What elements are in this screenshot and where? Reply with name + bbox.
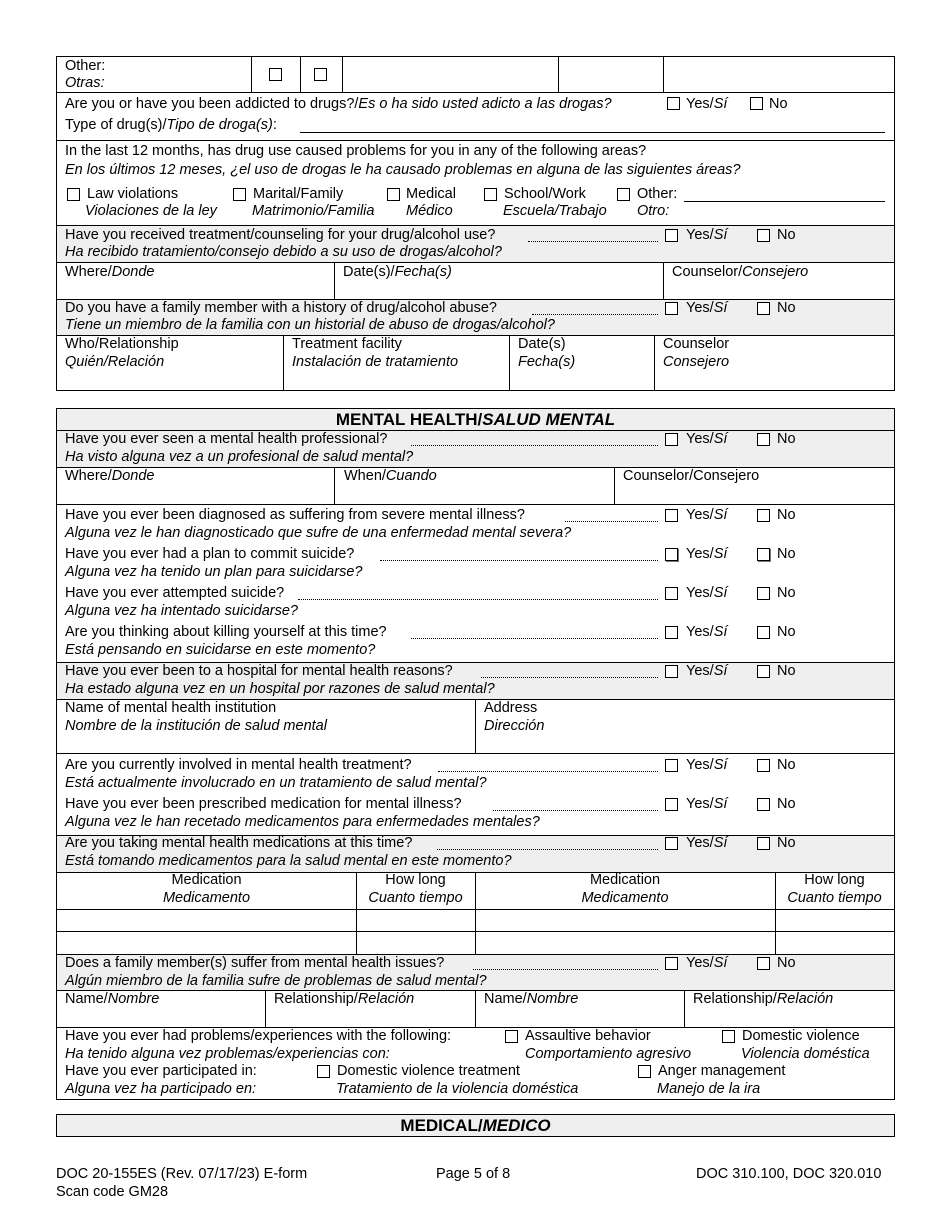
- other-label: Other:: [65, 58, 106, 74]
- addicted-question: Are you or have you been addicted to drugs?/Es o ha sido usted adicto a las drogas?: [65, 96, 612, 112]
- mh-when-label: When/Cuando: [344, 468, 437, 484]
- family-mh-no-checkbox[interactable]: [757, 957, 770, 970]
- marital-label-es: Matrimonio/Familia: [252, 203, 375, 219]
- taking-no-label: No: [777, 835, 796, 851]
- diag-yes-label: Yes/Sí: [686, 507, 728, 523]
- thinking-no-checkbox[interactable]: [757, 626, 770, 639]
- family-mh-yes-label: Yes/Sí: [686, 955, 728, 971]
- area-other-field[interactable]: [684, 201, 885, 202]
- prescribed-question: Have you ever been prescribed medication for mental illness?: [65, 796, 462, 812]
- mh-counselor-label: Counselor/Consejero: [623, 468, 760, 484]
- family-drug-question: Do you have a family member with a history of drug/alcohol abuse?: [65, 300, 497, 316]
- other-checkbox-1[interactable]: [269, 68, 282, 81]
- participated-question-es: Alguna vez ha participado en:: [65, 1081, 257, 1097]
- diag-no-label: No: [777, 507, 796, 523]
- dvt-label: Domestic violence treatment: [337, 1063, 520, 1079]
- experiences-question: Have you ever had problems/experiences with the following:: [65, 1028, 452, 1044]
- relationship-label-1: Relationship/Relación: [274, 991, 415, 1007]
- institution-label-es: Nombre de la institución de salud mental: [65, 718, 327, 734]
- other-field-2[interactable]: [560, 58, 661, 91]
- mh-where-label: Where/Donde: [65, 468, 155, 484]
- treatment-yes-label: Yes/Sí: [686, 227, 728, 243]
- dv-checkbox[interactable]: [722, 1030, 735, 1043]
- school-label: School/Work: [504, 186, 586, 202]
- other-field-1[interactable]: [344, 58, 556, 91]
- assault-label-es: Comportamiento agresivo: [525, 1046, 692, 1062]
- name-label-1: Name/Nombre: [65, 991, 160, 1007]
- med-col-2-header: Medication: [589, 872, 661, 888]
- law-label-es: Violaciones de la ley: [85, 203, 217, 219]
- name-label-2: Name/Nombre: [484, 991, 579, 1007]
- current-question: Are you currently involved in mental health treatment?: [65, 757, 412, 773]
- prescribed-yes-checkbox[interactable]: [665, 798, 678, 811]
- dv-label: Domestic violence: [742, 1028, 860, 1044]
- med-col-2-header-es: Medicamento: [581, 890, 669, 906]
- attempt-yes-checkbox[interactable]: [665, 587, 678, 600]
- family-mh-yes-checkbox[interactable]: [665, 957, 678, 970]
- dvt-label-es: Tratamiento de la violencia doméstica: [336, 1081, 579, 1097]
- howlong-col-2-header: How long: [804, 872, 865, 888]
- marital-checkbox[interactable]: [233, 188, 246, 201]
- current-no-label: No: [777, 757, 796, 773]
- diag-question: Have you ever been diagnosed as suffering from severe mental illness?: [65, 507, 525, 523]
- med-col-1-header: Medication: [171, 872, 242, 888]
- hospital-question-es: Ha estado alguna vez en un hospital por razones de salud mental?: [65, 681, 495, 697]
- current-yes-checkbox[interactable]: [665, 759, 678, 772]
- attempt-no-label: No: [777, 585, 796, 601]
- where-label: Where/Donde: [65, 264, 155, 280]
- problems-question-es: En los últimos 12 meses, ¿el uso de drogas le ha causado problemas en alguna de las siguientes áreas?: [65, 162, 741, 178]
- taking-yes-label: Yes/Sí: [686, 835, 728, 851]
- med-row-1[interactable]: [57, 910, 894, 931]
- family-drug-yes-label: Yes/Sí: [686, 300, 728, 316]
- thinking-no-label: No: [777, 624, 796, 640]
- other-label-es: Otras:: [65, 75, 105, 91]
- thinking-yes-label: Yes/Sí: [686, 624, 728, 640]
- howlong-col-1-header: How long: [385, 872, 446, 888]
- footer-scan-code: Scan code GM28: [56, 1184, 169, 1200]
- area-other-label: Other:: [637, 186, 678, 202]
- seen-no-checkbox[interactable]: [757, 433, 770, 446]
- addicted-yes-label: Yes/Sí: [686, 96, 728, 112]
- dv-label-es: Violencia doméstica: [741, 1046, 870, 1062]
- diag-question-es: Alguna vez le han diagnosticado que sufre de una enfermedad mental severa?: [65, 525, 572, 541]
- treatment-question: Have you received treatment/counseling for your drug/alcohol use?: [65, 227, 496, 243]
- who-label-es: Quién/Relación: [65, 354, 165, 370]
- counselor2-label: Counselor: [663, 336, 730, 352]
- medical-label: Medical: [406, 186, 456, 202]
- mental-health-title: MENTAL HEALTH/SALUD MENTAL: [335, 410, 616, 429]
- taking-question: Are you taking mental health medications at this time?: [65, 835, 413, 851]
- taking-question-es: Está tomando medicamentos para la salud mental en este momento?: [65, 853, 512, 869]
- family-drug-question-es: Tiene un miembro de la familia con un historial de abuso de drogas/alcohol?: [65, 317, 555, 333]
- footer-page-number: Page 5 of 8: [436, 1166, 511, 1182]
- dvt-checkbox[interactable]: [317, 1065, 330, 1078]
- drug-type-label: Type of drug(s)/Tipo de droga(s):: [65, 117, 277, 133]
- diag-yes-checkbox[interactable]: [665, 509, 678, 522]
- family-mh-question: Does a family member(s) suffer from mental health issues?: [65, 955, 445, 971]
- current-question-es: Está actualmente involucrado en un tratamiento de salud mental?: [65, 775, 487, 791]
- facility-label-es: Instalación de tratamiento: [292, 354, 459, 370]
- seen-yes-checkbox[interactable]: [665, 433, 678, 446]
- medical-title: MEDICAL/MEDICO: [400, 1116, 551, 1135]
- howlong-col-2-header-es: Cuanto tiempo: [787, 890, 882, 906]
- hospital-question: Have you ever been to a hospital for mental health reasons?: [65, 663, 453, 679]
- treatment-no-label: No: [777, 227, 796, 243]
- seen-question: Have you ever seen a mental health professional?: [65, 431, 388, 447]
- addicted-no-checkbox[interactable]: [750, 97, 763, 110]
- other-field-3[interactable]: [665, 58, 893, 91]
- experiences-question-es: Ha tenido alguna vez problemas/experiencias con:: [65, 1046, 390, 1062]
- family-drug-yes-checkbox[interactable]: [665, 302, 678, 315]
- participated-question: Have you ever participated in:: [65, 1063, 257, 1079]
- seen-question-es: Ha visto alguna vez a un profesional de salud mental?: [65, 449, 414, 465]
- relationship-label-2: Relationship/Relación: [693, 991, 834, 1007]
- institution-label: Name of mental health institution: [65, 700, 277, 716]
- taking-no-checkbox[interactable]: [757, 837, 770, 850]
- attempt-yes-label: Yes/Sí: [686, 585, 728, 601]
- dates2-label-es: Fecha(s): [518, 354, 576, 370]
- drug-type-field[interactable]: [300, 132, 885, 133]
- med-col-1-header-es: Medicamento: [162, 890, 251, 906]
- howlong-col-1-header-es: Cuanto tiempo: [368, 890, 463, 906]
- who-label: Who/Relationship: [65, 336, 179, 352]
- dates-label: Date(s)/Fecha(s): [343, 264, 452, 280]
- family-drug-no-checkbox[interactable]: [757, 302, 770, 315]
- attempt-question-es: Alguna vez ha intentado suicidarse?: [65, 603, 298, 619]
- counselor2-label-es: Consejero: [663, 354, 730, 370]
- hospital-no-checkbox[interactable]: [757, 665, 770, 678]
- medical-label-es: Médico: [406, 203, 453, 219]
- plan-no-checkbox[interactable]: [757, 548, 770, 561]
- address-label-es: Dirección: [484, 718, 545, 734]
- facility-label: Treatment facility: [292, 336, 402, 352]
- plan-no-label: No: [777, 546, 796, 562]
- attempt-no-checkbox[interactable]: [757, 587, 770, 600]
- current-yes-label: Yes/Sí: [686, 757, 728, 773]
- attempt-question: Have you ever attempted suicide?: [65, 585, 285, 601]
- dates2-label: Date(s): [518, 336, 566, 352]
- footer-form-id: DOC 20-155ES (Rev. 07/17/23) E-form: [56, 1166, 308, 1182]
- seen-no-label: No: [777, 431, 796, 447]
- law-label: Law violations: [87, 186, 179, 202]
- prescribed-no-checkbox[interactable]: [757, 798, 770, 811]
- problems-question: In the last 12 months, has drug use caused problems for you in any of the following areas?: [65, 143, 647, 159]
- footer-doc-refs: DOC 310.100, DOC 320.010: [696, 1166, 882, 1182]
- hospital-yes-label: Yes/Sí: [686, 663, 728, 679]
- family-mh-question-es: Algún miembro de la familia sufre de problemas de salud mental?: [65, 973, 487, 989]
- law-checkbox[interactable]: [67, 188, 80, 201]
- thinking-question: Are you thinking about killing yourself at this time?: [65, 624, 387, 640]
- treatment-yes-checkbox[interactable]: [665, 229, 678, 242]
- current-no-checkbox[interactable]: [757, 759, 770, 772]
- plan-question-es: Alguna vez ha tenido un plan para suicidarse?: [65, 564, 363, 580]
- prescribed-question-es: Alguna vez le han recetado medicamentos para enfermedades mentales?: [65, 814, 540, 830]
- anger-label: Anger management: [658, 1063, 786, 1079]
- address-label: Address: [484, 700, 538, 716]
- family-drug-no-label: No: [777, 300, 796, 316]
- school-label-es: Escuela/Trabajo: [503, 203, 607, 219]
- treatment-question-es: Ha recibido tratamiento/consejo debido a su uso de drogas/alcohol?: [65, 244, 502, 260]
- plan-yes-checkbox[interactable]: [665, 548, 678, 561]
- anger-checkbox[interactable]: [638, 1065, 651, 1078]
- assault-label: Assaultive behavior: [525, 1028, 651, 1044]
- prescribed-no-label: No: [777, 796, 796, 812]
- treatment-no-checkbox[interactable]: [757, 229, 770, 242]
- med-row-2[interactable]: [57, 932, 894, 953]
- addicted-yes-checkbox[interactable]: [667, 97, 680, 110]
- area-other-checkbox[interactable]: [617, 188, 630, 201]
- school-checkbox[interactable]: [484, 188, 497, 201]
- addicted-no-label: No: [769, 96, 788, 112]
- plan-question: Have you ever had a plan to commit suicide?: [65, 546, 355, 562]
- hospital-no-label: No: [777, 663, 796, 679]
- taking-yes-checkbox[interactable]: [665, 837, 678, 850]
- medical-checkbox[interactable]: [387, 188, 400, 201]
- assault-checkbox[interactable]: [505, 1030, 518, 1043]
- marital-label: Marital/Family: [253, 186, 344, 202]
- counselor-label: Counselor/Consejero: [672, 264, 809, 280]
- diag-no-checkbox[interactable]: [757, 509, 770, 522]
- anger-label-es: Manejo de la ira: [657, 1081, 761, 1097]
- hospital-yes-checkbox[interactable]: [665, 665, 678, 678]
- other-checkbox-2[interactable]: [314, 68, 327, 81]
- thinking-yes-checkbox[interactable]: [665, 626, 678, 639]
- plan-yes-label: Yes/Sí: [686, 546, 728, 562]
- family-mh-no-label: No: [777, 955, 796, 971]
- thinking-question-es: Está pensando en suicidarse en este momento?: [65, 642, 376, 658]
- seen-yes-label: Yes/Sí: [686, 431, 728, 447]
- area-other-label-es: Otro:: [637, 203, 670, 219]
- prescribed-yes-label: Yes/Sí: [686, 796, 728, 812]
